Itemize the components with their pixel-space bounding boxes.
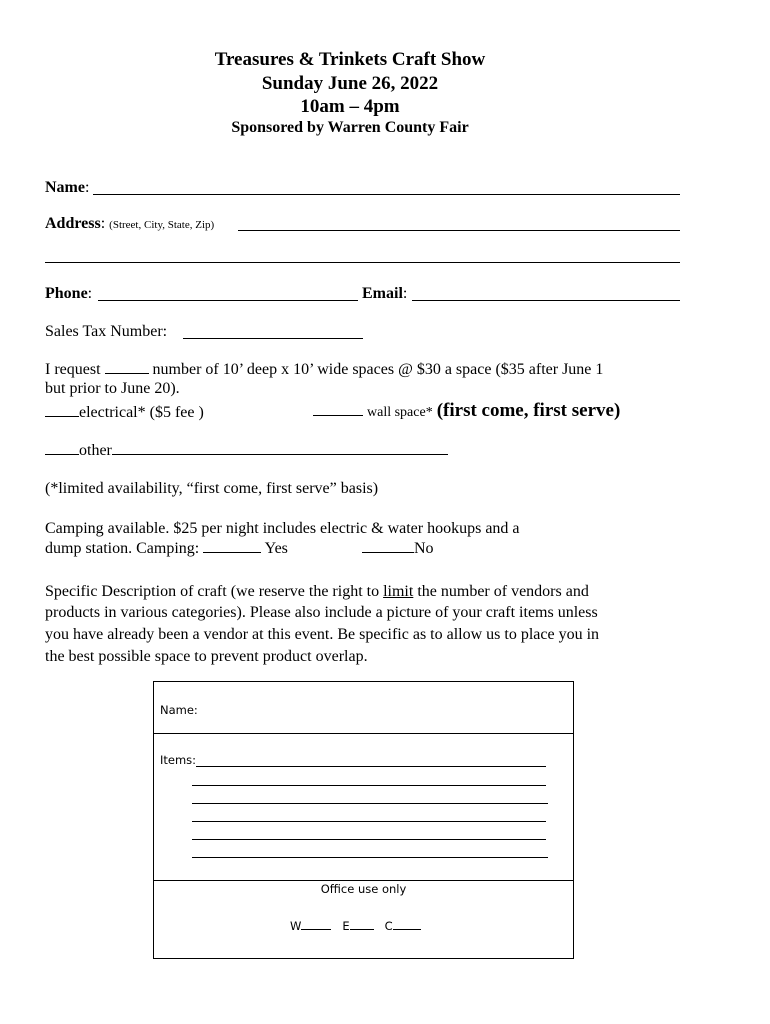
camping-yes-field[interactable]: [203, 540, 261, 553]
other-field[interactable]: [112, 442, 448, 455]
wall-space-label: wall space*: [367, 405, 433, 420]
name-field[interactable]: [93, 180, 680, 195]
email-field[interactable]: [412, 286, 680, 301]
phone-field[interactable]: [98, 286, 358, 301]
item-line[interactable]: [196, 752, 546, 767]
camping-no-field[interactable]: [362, 540, 414, 553]
sponsor-line: Sponsored by Warren County Fair: [231, 119, 469, 136]
name-label: Name: [45, 179, 85, 196]
address-row: Address: (Street, City, State, Zip): [45, 215, 215, 232]
item-line[interactable]: [192, 807, 546, 822]
camping-line-2: dump station. Camping: Yes: [45, 540, 288, 557]
email-label: Email: [362, 285, 403, 302]
other-label: other: [79, 442, 112, 459]
e-field[interactable]: [350, 919, 374, 930]
c-field[interactable]: [393, 919, 421, 930]
camping-yes-label: Yes: [264, 540, 288, 557]
description-line-4: the best possible space to prevent product overlap.: [45, 648, 368, 665]
phone-row: Phone:: [45, 285, 93, 302]
event-time: 10am – 4pm: [300, 96, 400, 117]
w-field[interactable]: [301, 919, 331, 930]
request-line-1: I request number of 10’ deep x 10’ wide spaces @ $30 a space ($35 after June 1: [45, 361, 604, 378]
phone-label: Phone: [45, 285, 88, 302]
electrical-label: electrical* ($5 fee ): [79, 404, 204, 421]
card-divider-2: [154, 880, 573, 881]
other-prefix-field[interactable]: [45, 442, 79, 455]
description-line-1: Specific Description of craft (we reserve the right to limit the number of vendors and: [45, 583, 589, 600]
wall-space-row: [313, 400, 620, 422]
other-row: [45, 440, 448, 461]
event-date: Sunday June 26, 2022: [261, 73, 439, 94]
electrical-row: [45, 402, 204, 423]
address-field-line2[interactable]: [45, 248, 680, 263]
camping-no-label: No: [414, 540, 434, 557]
e-label: E: [342, 919, 350, 933]
item-line[interactable]: [192, 843, 548, 858]
card-divider-1: [154, 733, 573, 734]
address-label: Address: [45, 215, 101, 232]
description-line-3: you have already been a vendor at this event. Be specific as to allow us to place you in: [45, 626, 600, 643]
page-title: Treasures & Trinkets Craft Show: [214, 49, 486, 70]
wall-space-field[interactable]: [313, 403, 363, 416]
item-line[interactable]: [192, 789, 548, 804]
office-codes: [290, 919, 421, 933]
electrical-field[interactable]: [45, 404, 79, 417]
camping-no-row: [362, 538, 434, 559]
c-label: C: [384, 919, 393, 933]
first-come-note: (first come, first serve): [436, 400, 621, 421]
request-line-2: but prior to June 20).: [45, 380, 180, 397]
card-items-label: Items:: [160, 753, 197, 767]
limit-word: limit: [383, 583, 414, 600]
limited-note: (*limited availability, “first come, first serve” basis): [45, 480, 379, 497]
item-line[interactable]: [192, 825, 546, 840]
sales-tax-label: Sales Tax Number:: [45, 323, 168, 340]
spaces-count-field[interactable]: [105, 361, 149, 374]
office-use-label: Office use only: [320, 882, 407, 896]
camping-line-1: Camping available. $25 per night includes electric & water hookups and a: [45, 520, 520, 537]
card-name-label: Name:: [160, 703, 198, 717]
address-field[interactable]: [238, 218, 680, 231]
w-label: W: [290, 919, 302, 933]
name-row: Name:: [45, 179, 90, 196]
description-line-2: products in various categories). Please also include a picture of your craft items unless: [45, 604, 598, 621]
vendor-card: [153, 681, 574, 959]
sales-tax-field[interactable]: [183, 324, 363, 339]
email-row: Email:: [362, 285, 408, 302]
address-hint: (Street, City, State, Zip): [109, 219, 215, 231]
item-line[interactable]: [192, 771, 546, 786]
